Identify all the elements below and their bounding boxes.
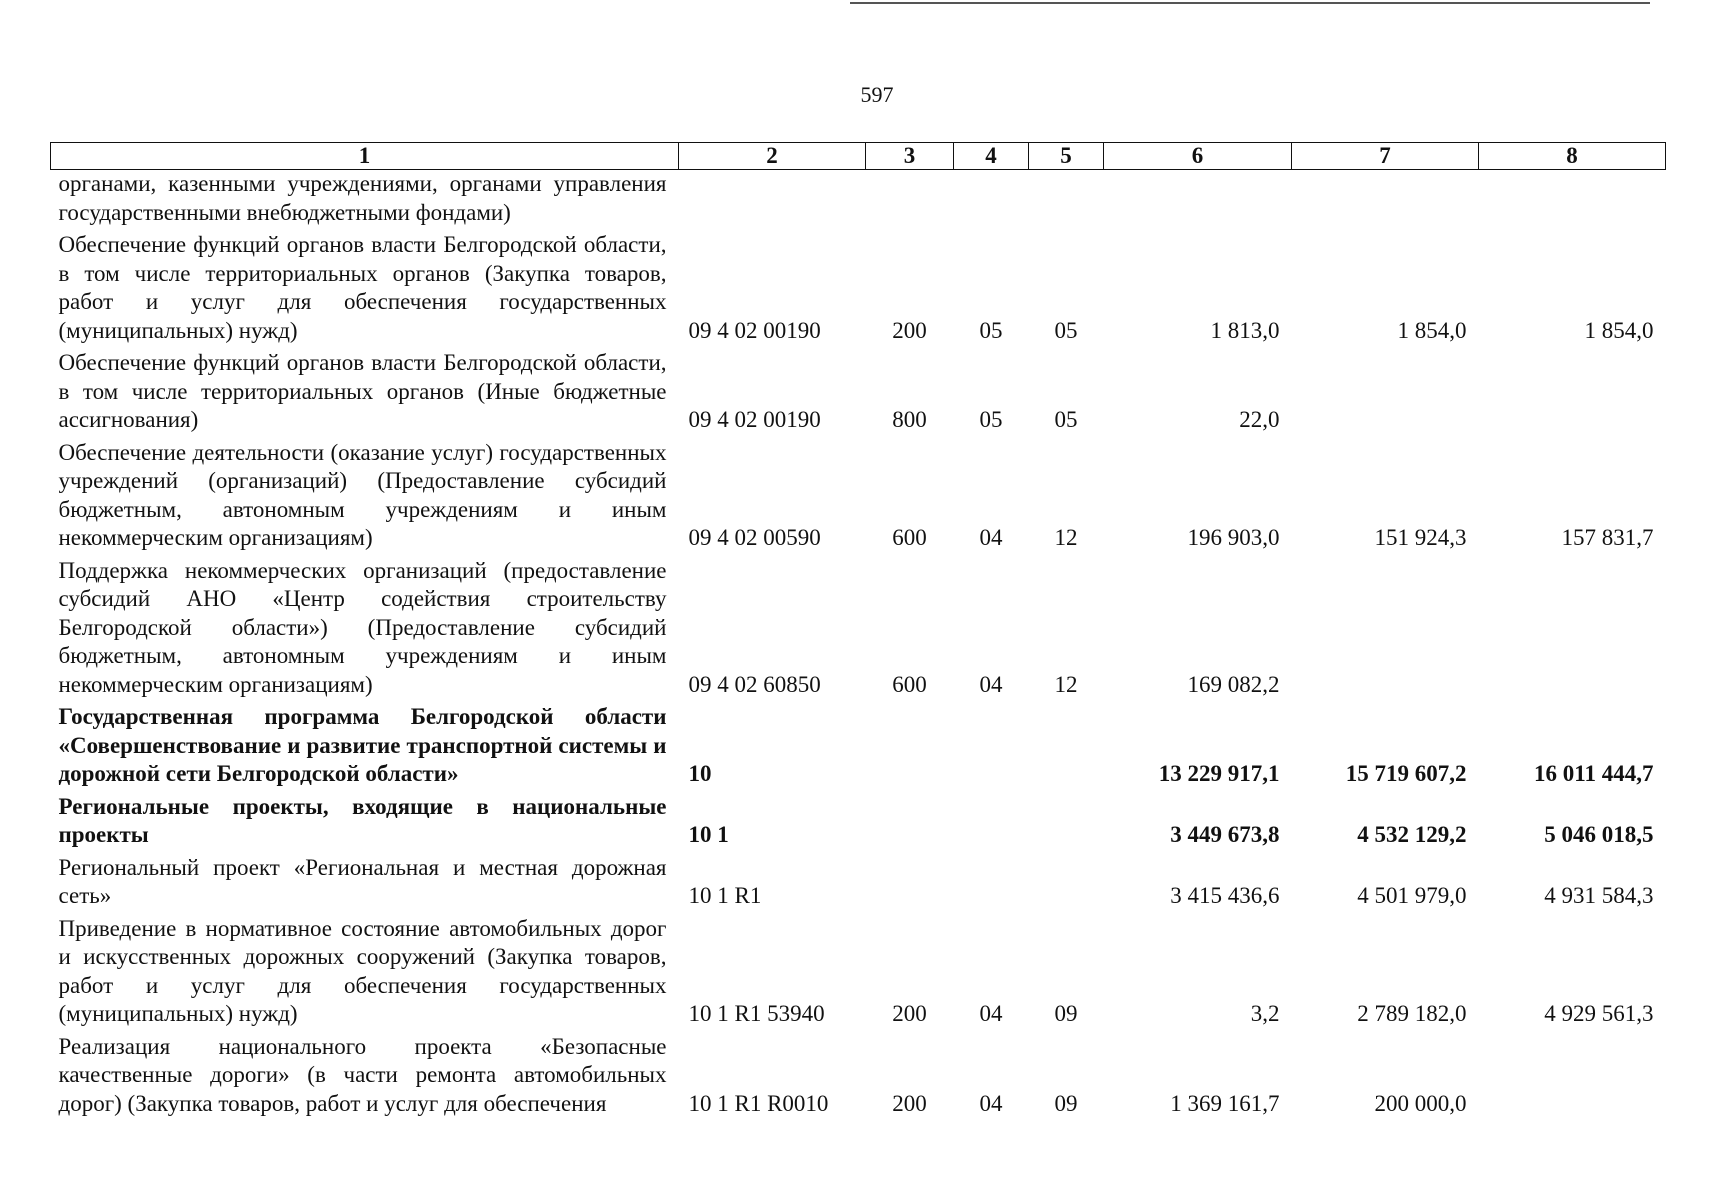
row-value-6: 3 449 673,8 [1170,822,1280,847]
table-row [51,911,1666,1029]
row-code: 10 [688,761,712,786]
table-body [51,170,1666,1119]
row-value-7 [1292,170,1479,228]
table-row [51,345,1666,435]
table-row [51,435,1666,553]
row-code: 09 4 02 00590 [688,525,821,550]
row-value-7: 200 000,0 [1374,1090,1467,1116]
row-description: Обеспечение деятельности (оказание услуг) государственных учреждений (организаций) (Предоставление субсидий бюджетным, автономным учреждениям и иным некоммерческим организациям) [58,439,667,550]
row-col-5 [1029,850,1104,911]
row-value-7: 4 501 979,0 [1357,883,1467,908]
row-code: 10 1 R1 53940 [688,1001,825,1026]
row-description: Поддержка некоммерческих организаций (предоставление субсидий АНО «Центр содействия строительству Белгородской области») (Предоставление субсидий бюджетным, автономным учреждениям и иным некоммерческим организациям) [58,557,667,697]
row-code: 09 4 02 60850 [688,671,821,697]
row-col-3: 800 [892,407,927,432]
row-col-4: 04 [979,1090,1003,1116]
row-code: 10 1 R1 [688,883,762,908]
row-value-7: 4 532 129,2 [1357,822,1467,847]
row-description: Обеспечение функций органов власти Белгородской области, в том числе территориальных органов (Иные бюджетные ассигнования) [58,350,667,432]
header-col-2: 2 [679,143,866,170]
row-col-5: 09 [1054,1001,1078,1026]
table-row [51,699,1666,789]
row-col-5: 05 [1054,407,1078,432]
row-description: Обеспечение функций органов власти Белгородской области, в том числе территориальных органов (Закупка товаров, работ и услуг для обеспечения государственных (муниципальных) нужд) [58,232,667,343]
row-value-8: 4 931 584,3 [1544,883,1654,908]
row-description: Реализация национального проекта «Безопасные качественные дороги» (в части ремонта автомобильных дорог) (Закупка товаров, работ и услуг для обеспечения [58,1033,667,1116]
row-value-6: 3 415 436,6 [1170,883,1280,908]
row-value-6 [1104,170,1292,228]
row-value-7 [1292,553,1479,700]
row-col-4: 05 [979,407,1003,432]
row-value-8: 4 929 561,3 [1544,1001,1654,1026]
row-value-8: 16 011 444,7 [1534,761,1654,786]
row-col-3 [866,850,954,911]
scan-edge-line [850,2,1650,4]
row-col-3 [866,789,954,850]
table-row [51,1029,1666,1119]
table-row [51,227,1666,345]
row-value-6: 196 903,0 [1187,525,1280,550]
row-value-7: 1 854,0 [1397,317,1467,343]
row-value-7: 15 719 607,2 [1345,761,1467,786]
row-code: 09 4 02 00190 [688,317,821,343]
row-col-4 [954,789,1029,850]
row-col-3: 200 [892,317,927,343]
row-col-5: 05 [1054,317,1078,343]
header-col-8: 8 [1479,143,1666,170]
row-col-5 [1029,170,1104,228]
row-col-3: 200 [892,1001,927,1026]
row-col-5: 12 [1054,671,1078,697]
header-col-3: 3 [866,143,954,170]
row-value-7 [1292,345,1479,435]
row-value-7: 151 924,3 [1374,525,1467,550]
row-col-4 [954,170,1029,228]
row-col-4: 04 [979,671,1003,697]
row-description: Региональный проект «Региональная и местная дорожная сеть» [58,854,667,908]
header-col-4: 4 [954,143,1029,170]
row-value-7: 2 789 182,0 [1357,1001,1467,1026]
row-col-3: 600 [892,525,927,550]
row-description: Государственная программа Белгородской области «Совершенствование и развитие транспортной системы и дорожной сети Белгородской области» [58,704,667,786]
row-col-4: 04 [979,1001,1003,1026]
page-number: 597 [860,82,894,107]
row-col-4: 04 [979,525,1003,550]
header-row [51,143,1666,170]
row-code: 10 1 [688,822,729,847]
row-code: 09 4 02 00190 [688,407,821,432]
row-description: Приведение в нормативное состояние автомобильных дорог и искусственных дорожных сооружений (Закупка товаров, работ и услуг для обеспечения государственных (муниципальных) нужд) [58,915,667,1026]
table-row [51,850,1666,911]
budget-table [50,142,1666,1118]
row-value-8 [1479,345,1666,435]
row-value-6: 3,2 [1250,1001,1280,1026]
row-value-8: 5 046 018,5 [1544,822,1654,847]
row-col-4 [954,850,1029,911]
row-description: органами, казенными учреждениями, органами управления государственными внебюджетными фондами) [58,171,667,225]
row-col-3: 200 [892,1090,927,1116]
row-code: 10 1 R1 R0010 [688,1090,829,1116]
row-col-5: 12 [1054,525,1078,550]
row-col-5 [1029,789,1104,850]
row-code [679,170,866,228]
row-col-3: 600 [892,671,927,697]
header-col-5: 5 [1029,143,1104,170]
row-value-8 [1479,553,1666,700]
row-value-6: 22,0 [1239,407,1280,432]
table-row [51,789,1666,850]
table-row [51,170,1666,228]
row-col-5: 09 [1054,1090,1078,1116]
row-value-8: 157 831,7 [1561,525,1654,550]
row-description: Региональные проекты, входящие в национальные проекты [58,793,667,847]
row-value-6: 169 082,2 [1187,671,1280,697]
table-header [51,143,1666,170]
row-col-5 [1029,699,1104,789]
header-col-1: 1 [51,143,679,170]
row-value-6: 1 813,0 [1210,317,1280,343]
row-value-8 [1479,1029,1666,1119]
row-value-6: 1 369 161,7 [1170,1090,1280,1116]
row-col-4 [954,699,1029,789]
row-value-6: 13 229 917,1 [1158,761,1280,786]
row-value-8: 1 854,0 [1584,317,1654,343]
header-col-6: 6 [1104,143,1292,170]
row-value-8 [1479,170,1666,228]
row-col-4: 05 [979,317,1003,343]
row-col-3 [866,170,954,228]
table-row [51,553,1666,700]
row-col-3 [866,699,954,789]
header-col-7: 7 [1292,143,1479,170]
